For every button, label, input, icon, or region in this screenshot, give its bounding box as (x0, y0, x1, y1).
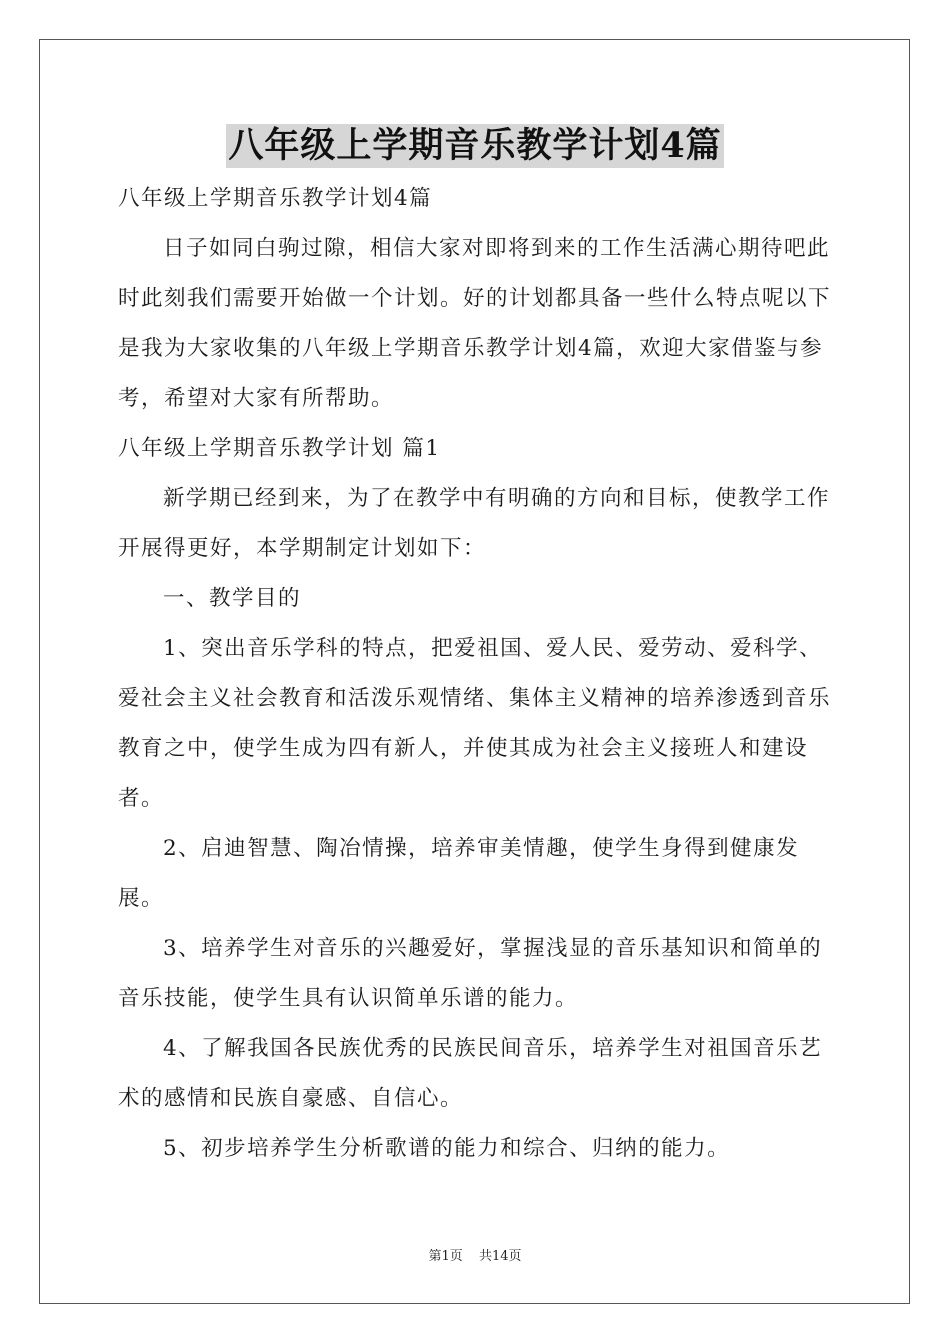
page-footer (0, 1245, 950, 1264)
list-item: 3、培养学生对音乐的兴趣爱好，掌握浅显的音乐基知识和简单的音乐技能，使学生具有认识简单乐谱的能力。 (118, 936, 823, 1011)
list-item: 5、初步培养学生分析歌谱的能力和综合、归纳的能力。 (163, 1136, 731, 1161)
section-heading: 八年级上学期音乐教学计划 篇1 (118, 436, 441, 461)
subheading: 一、教学目的 (163, 586, 302, 611)
page-total: 共14页 (478, 1249, 522, 1264)
document-title: 八年级上学期音乐教学计划4篇 (228, 125, 722, 166)
intro-paragraph: 日子如同白驹过隙，相信大家对即将到来的工作生活满心期待吧此时此刻我们需要开始做一个计划。好的计划都具备一些什么特点呢以下是我为大家收集的八年级上学期音乐教学计划4篇，欢迎大家借鉴与参考，希望对大家有所帮助。 (118, 236, 832, 411)
title-container (0, 124, 950, 168)
page-number: 第1页 (428, 1249, 463, 1264)
section-intro-paragraph: 新学期已经到来，为了在教学中有明确的方向和目标，使教学工作开展得更好，本学期制定计划如下： (118, 486, 831, 561)
list-item: 4、了解我国各民族优秀的民族民间音乐，培养学生对祖国音乐艺术的感情和民族自豪感、自信心。 (118, 1036, 823, 1111)
list-item: 1、突出音乐学科的特点，把爱祖国、爱人民、爱劳动、爱科学、爱社会主义社会教育和活泼乐观情绪、集体主义精神的培养渗透到音乐教育之中，使学生成为四有新人，并使其成为社会主义接班人和建设者。 (118, 636, 832, 811)
document-body (118, 174, 836, 1174)
list-item: 2、启迪智慧、陶冶情操，培养审美情趣，使学生身得到健康发展。 (118, 836, 800, 911)
document-subtitle: 八年级上学期音乐教学计划4篇 (118, 186, 433, 211)
